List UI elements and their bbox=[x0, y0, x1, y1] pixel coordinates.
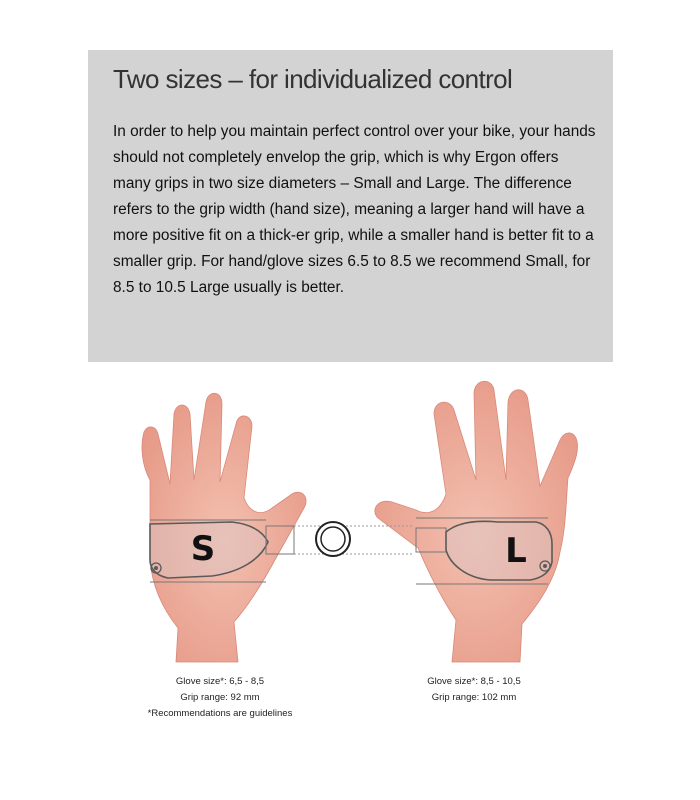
recommendation-note: *Recommendations are guidelines bbox=[147, 708, 293, 719]
large-grip-range: Grip range: 102 mm bbox=[431, 692, 517, 703]
hand-size-illustration bbox=[0, 372, 700, 732]
large-size-letter: L bbox=[505, 531, 527, 571]
large-glove-size: Glove size*: 8,5 - 10,5 bbox=[427, 676, 521, 687]
section-heading: Two sizes – for individualized control bbox=[113, 64, 513, 94]
small-size-letter: S bbox=[190, 529, 216, 569]
intro-paragraph: In order to help you maintain perfect control over your bike, your hands should not completely envelop the grip, which is why Ergon offers many grips in two size diameters – Small and Large. The difference refers to the grip width (hand size), meaning a larger hand will have a more positive fit on a thick-er grip, while a smaller hand is better fit to a smaller grip. For hand/glove sizes 6.5 to 8.5 we recommend Small, for 8.5 to 10.5 Large usually is better. bbox=[113, 123, 596, 296]
small-grip-range: Grip range: 92 mm bbox=[180, 692, 260, 703]
small-glove-size: Glove size*: 6,5 - 8,5 bbox=[175, 676, 265, 687]
large-grip-caption bbox=[374, 674, 574, 706]
intro-panel bbox=[88, 50, 613, 362]
small-grip-caption bbox=[120, 674, 320, 722]
